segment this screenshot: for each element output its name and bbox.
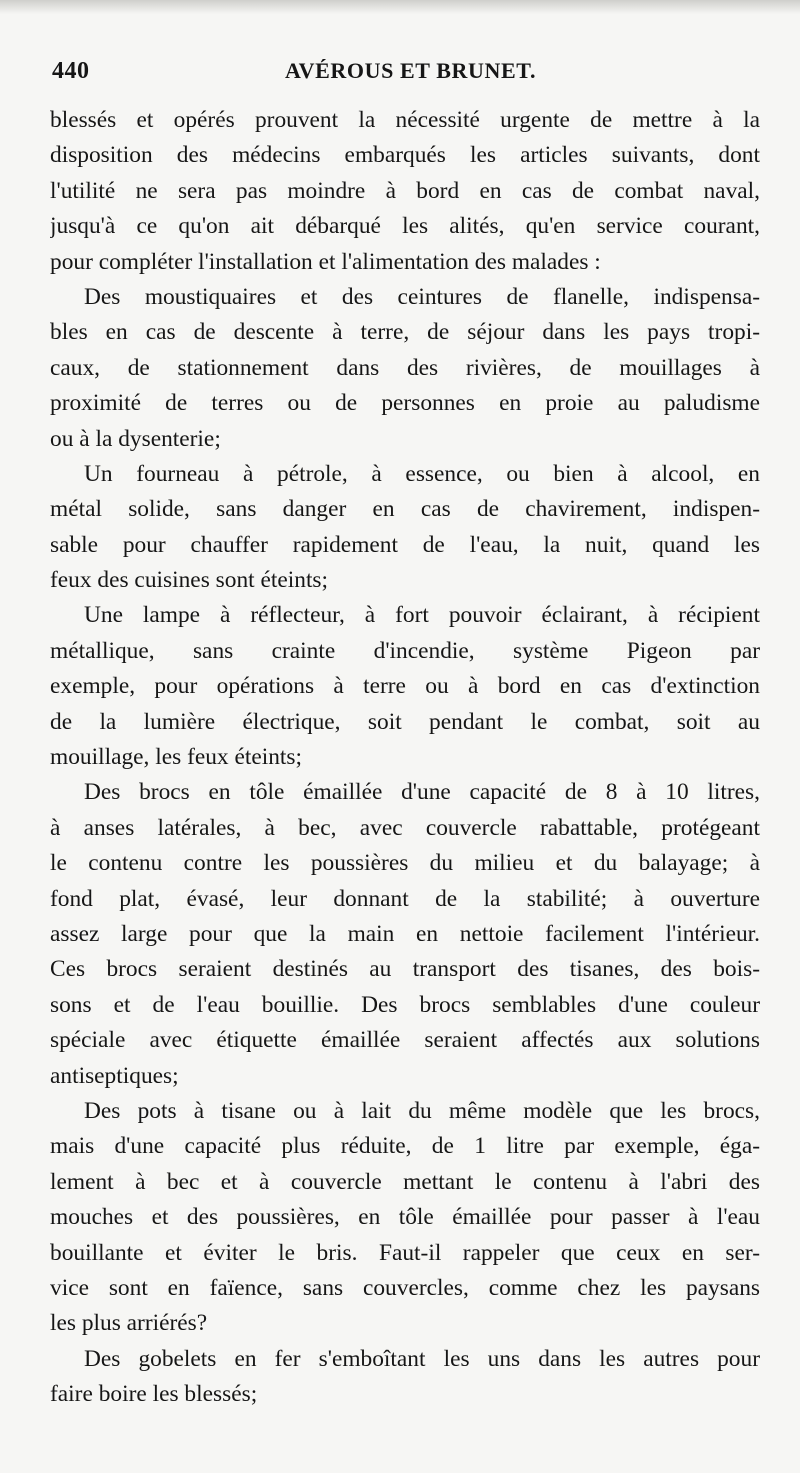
paragraph xyxy=(50,598,760,775)
text-line: de la lumière électrique, soit pendant le combat, soit au xyxy=(50,708,760,735)
text-line: feux des cuisines sont éteints; xyxy=(50,567,329,594)
text-line: sons et de l'eau bouillie. Des brocs semblables d'une couleur xyxy=(50,991,760,1018)
text-line: mouillage, les feux éteints; xyxy=(50,744,303,771)
text-line: caux, de stationnement dans des rivières, de mouillages à xyxy=(50,354,760,381)
text-line: assez large pour que la main en nettoie facilement l'intérieur. xyxy=(50,920,760,947)
text-line: disposition des médecins embarqués les articles suivants, dont xyxy=(50,142,760,169)
text-line: Des gobelets en fer s'emboîtant les uns dans les autres pour xyxy=(84,1345,760,1372)
page-number: 440 xyxy=(52,58,90,84)
text-line: Des moustiquaires et des ceintures de flanelle, indispensa- xyxy=(84,283,760,310)
paragraph xyxy=(50,457,760,599)
text-line: les plus arriérés? xyxy=(50,1310,208,1337)
running-head: AVÉROUS ET BRUNET. xyxy=(285,58,537,83)
text-line: Un fourneau à pétrole, à essence, ou bien à alcool, en xyxy=(84,460,760,487)
text-line: lement à bec et à couvercle mettant le contenu à l'abri des xyxy=(50,1168,760,1195)
text-line: l'utilité ne sera pas moindre à bord en cas de combat naval, xyxy=(50,177,760,204)
text-line: ou à la dysenterie; xyxy=(50,425,221,452)
paragraph xyxy=(50,1342,760,1413)
text-line: sable pour chauffer rapidement de l'eau, la nuit, quand les xyxy=(50,531,760,558)
text-line: antiseptiques; xyxy=(50,1062,179,1089)
text-line: proximité de terres ou de personnes en proie au paludisme xyxy=(50,390,760,417)
text-line: Ces brocs seraient destinés au transport des tisanes, des bois- xyxy=(50,956,760,983)
text-line: pour compléter l'installation et l'alimentation des malades : xyxy=(50,248,601,275)
text-line: vice sont en faïence, sans couvercles, comme chez les paysans xyxy=(50,1274,760,1301)
paragraph xyxy=(50,103,760,280)
paragraph xyxy=(50,775,760,1094)
text-line: bles en cas de descente à terre, de séjour dans les pays tropi- xyxy=(50,319,760,346)
text-line: Des brocs en tôle émaillée d'une capacité de 8 à 10 litres, xyxy=(84,779,760,806)
text-line: exemple, pour opérations à terre ou à bord en cas d'extinction xyxy=(50,673,760,700)
text-line: métal solide, sans danger en cas de chavirement, indispen- xyxy=(50,496,760,523)
text-line: jusqu'à ce qu'on ait débarqué les alités, qu'en service courant, xyxy=(50,213,760,240)
paragraph xyxy=(50,280,760,457)
scan-top-edge xyxy=(0,0,800,14)
text-line: bouillante et éviter le bris. Faut-il rappeler que ceux en ser- xyxy=(50,1239,760,1266)
text-line: à anses latérales, à bec, avec couvercle rabattable, protégeant xyxy=(50,814,760,841)
text-line: spéciale avec étiquette émaillée seraient affectés aux solutions xyxy=(50,1027,760,1054)
text-line: faire boire les blessés; xyxy=(50,1381,258,1408)
text-line: Une lampe à réflecteur, à fort pouvoir éclairant, à récipient xyxy=(84,602,760,629)
text-line: mais d'une capacité plus réduite, de 1 litre par exemple, éga- xyxy=(50,1133,760,1160)
text-line: blessés et opérés prouvent la nécessité urgente de mettre à la xyxy=(50,107,760,133)
text-line: mouches et des poussières, en tôle émaillée pour passer à l'eau xyxy=(50,1204,760,1231)
body-text xyxy=(50,103,760,1412)
text-line: Des pots à tisane ou à lait du même modèle que les brocs, xyxy=(84,1097,760,1124)
text-line: fond plat, évasé, leur donnant de la stabilité; à ouverture xyxy=(50,885,760,912)
text-line: métallique, sans crainte d'incendie, système Pigeon par xyxy=(50,637,760,664)
page-header xyxy=(52,58,758,92)
text-line: le contenu contre les poussières du milieu et du balayage; à xyxy=(50,850,760,877)
paragraph xyxy=(50,1094,760,1342)
